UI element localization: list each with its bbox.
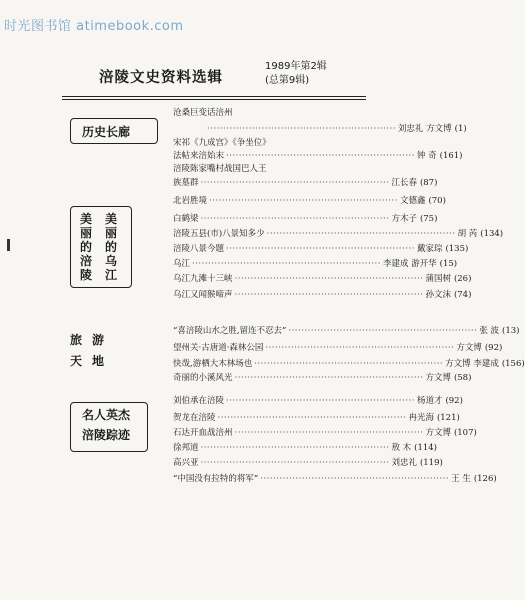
entry-author: 方文博 bbox=[425, 373, 451, 383]
entry-title: 法帖来涪始末 bbox=[173, 151, 225, 161]
toc-entry bbox=[173, 413, 460, 424]
entry-leader-dots: ··························································· bbox=[226, 244, 415, 254]
entry-title: 北岩胜境 bbox=[173, 196, 208, 206]
page-title: 涪陵文史资料选辑 bbox=[99, 70, 223, 86]
toc-entry bbox=[173, 428, 477, 439]
entry-author: 杨道才 bbox=[416, 396, 443, 406]
entry-title: 徐邦道 bbox=[173, 443, 199, 453]
entry-leader-dots: ··························································· bbox=[200, 214, 390, 224]
entry-title: 乌江九滩十三峡 bbox=[173, 274, 233, 284]
entry-author: 敖 木 bbox=[391, 443, 412, 453]
entry-author: 李建成 游开华 bbox=[382, 259, 437, 269]
toc-entry bbox=[173, 474, 497, 485]
entry-page: (13) bbox=[502, 326, 520, 336]
entry-title: “喜涪陵山水之胜,留连不忍去” bbox=[173, 326, 287, 336]
section-label-wujiang-col2: 美 丽 的 涪 陵 bbox=[79, 212, 92, 282]
entry-page: (161) bbox=[439, 151, 463, 161]
entry-page: (58) bbox=[453, 373, 472, 383]
entry-title: “中国没有拉特的将军” bbox=[173, 474, 259, 484]
entry-title: 涪陵陈家嘴村战国巴人王 bbox=[173, 164, 267, 174]
entry-author: 钟 奇 bbox=[416, 151, 437, 161]
section-label-history: 历史长廊 bbox=[82, 125, 131, 139]
section-label-travel-lv: 旅 bbox=[70, 333, 83, 347]
toc-entry bbox=[205, 124, 467, 135]
entry-page: (87) bbox=[419, 178, 438, 188]
entry-leader-dots: ··························································· bbox=[200, 443, 390, 453]
entry-title: 高兴亚 bbox=[173, 458, 199, 468]
header-rule-2 bbox=[62, 99, 366, 100]
entry-author: 冉光海 bbox=[408, 413, 434, 423]
toc-entry bbox=[173, 458, 443, 469]
issue-info bbox=[265, 60, 327, 88]
entry-author: 方文博 bbox=[425, 428, 451, 438]
issue-line-2: (总第9辑) bbox=[265, 75, 310, 86]
toc-entry bbox=[173, 178, 438, 189]
entry-title: 乌江 bbox=[173, 259, 191, 269]
entry-title: 贺龙在涪陵 bbox=[173, 413, 216, 423]
entry-title: 刘伯承在涪陵 bbox=[173, 396, 225, 406]
toc-entry bbox=[173, 214, 438, 225]
entry-leader-dots: ··························································· bbox=[265, 343, 455, 353]
entry-title: 乌江又闻猴啼声 bbox=[173, 290, 233, 300]
entry-page: (92) bbox=[484, 343, 503, 353]
toc-entry bbox=[173, 373, 472, 384]
entry-title: 涪陵五县(市)八景知多少 bbox=[173, 229, 265, 239]
entry-page: (156) bbox=[501, 359, 525, 369]
toc-entry bbox=[173, 396, 463, 407]
entry-page: (134) bbox=[480, 229, 504, 239]
entry-author: 方木子 bbox=[391, 214, 417, 224]
entry-page: (107) bbox=[453, 428, 477, 438]
entry-title: 族墓群 bbox=[173, 178, 199, 188]
entry-leader-dots: ··························································· bbox=[226, 396, 415, 406]
entry-author: 江长春 bbox=[391, 178, 417, 188]
entry-author: 方文博 李建成 bbox=[445, 359, 499, 369]
toc-entry bbox=[173, 244, 469, 255]
toc-entry bbox=[173, 443, 437, 454]
entry-title: 宋祁《九成宫》《争坐位》 bbox=[173, 138, 271, 148]
entry-page: (75) bbox=[419, 214, 438, 224]
section-label-travel-di: 地 bbox=[92, 354, 105, 368]
entry-author: 张 波 bbox=[479, 326, 500, 336]
toc-entry bbox=[173, 229, 504, 240]
entry-title: 白鹤梁 bbox=[173, 214, 199, 224]
entry-leader-dots: ··························································· bbox=[200, 178, 390, 188]
toc-entry bbox=[173, 164, 360, 175]
entry-author: 刘忠礼 bbox=[391, 458, 417, 468]
header-rule-1 bbox=[62, 96, 366, 97]
toc-entry bbox=[173, 151, 463, 162]
entry-author: 胡 芮 bbox=[457, 229, 478, 239]
toc-entry bbox=[173, 274, 472, 285]
entry-page: (126) bbox=[473, 474, 497, 484]
entry-leader-dots: ··························································· bbox=[288, 326, 478, 336]
entry-leader-dots: ··························································· bbox=[192, 259, 381, 269]
entry-author: 王 生 bbox=[451, 474, 471, 484]
entry-author: 孙文沫 bbox=[425, 290, 451, 300]
section-label-text bbox=[0, 0, 8, 1]
toc-entry bbox=[173, 290, 472, 301]
entry-leader-dots: ··························································· bbox=[234, 274, 424, 284]
entry-leader-dots: ··························································· bbox=[234, 290, 424, 300]
entry-author: 刘忠礼 方文博 bbox=[397, 124, 452, 134]
toc-entry bbox=[173, 343, 503, 354]
toc-entry bbox=[173, 326, 520, 337]
entry-leader-dots: ··························································· bbox=[260, 474, 450, 484]
entry-page: (74) bbox=[453, 290, 472, 300]
entry-author: 戴家琮 bbox=[416, 244, 443, 254]
entry-leader-dots: ··························································· bbox=[207, 124, 396, 134]
toc-entry bbox=[173, 108, 360, 119]
entry-page: (121) bbox=[436, 413, 460, 423]
section-label-famous-1: 名人英杰 bbox=[82, 408, 131, 422]
section-label-travel-you: 游 bbox=[92, 333, 105, 347]
entry-page: (135) bbox=[445, 244, 469, 254]
issue-line-1: 1989年第2辑 bbox=[265, 61, 327, 72]
entry-leader-dots: ··························································· bbox=[234, 428, 424, 438]
entry-leader-dots: ··························································· bbox=[226, 151, 415, 161]
entry-page: (114) bbox=[414, 443, 437, 453]
entry-title: 奇丽的小溪风光 bbox=[173, 373, 233, 383]
entry-page: (92) bbox=[445, 396, 463, 406]
binding-mark bbox=[7, 239, 10, 251]
entry-page: (15) bbox=[439, 259, 458, 269]
watermark: 时光图书馆 atimebook.com bbox=[4, 19, 184, 34]
entry-author: 方文博 bbox=[456, 343, 482, 353]
entry-leader-dots: ··························································· bbox=[217, 413, 407, 423]
entry-title: 快哉,游栖大木林场也 bbox=[173, 359, 253, 369]
entry-title: 涪陵八景今题 bbox=[173, 244, 225, 254]
entry-title: 沧桑巨变话涪州 bbox=[173, 108, 233, 118]
entry-leader-dots: ··························································· bbox=[209, 196, 398, 206]
entry-page: (1) bbox=[454, 124, 467, 134]
entry-author: 蒲国树 bbox=[425, 274, 451, 284]
toc-entry bbox=[173, 359, 525, 370]
toc-entry bbox=[173, 196, 446, 207]
entry-leader-dots: ··························································· bbox=[234, 373, 424, 383]
toc-entry bbox=[173, 138, 360, 149]
entry-leader-dots: ··························································· bbox=[266, 229, 456, 239]
section-label-famous-2: 涪陵踪迹 bbox=[82, 428, 131, 442]
entry-leader-dots: ··························································· bbox=[254, 359, 444, 369]
section-label-travel-tian: 天 bbox=[70, 354, 83, 368]
entry-page: (119) bbox=[419, 458, 443, 468]
section-label-wujiang-col1: 美 丽 的 乌 江 bbox=[104, 212, 117, 282]
entry-page: (26) bbox=[453, 274, 472, 284]
entry-page: (70) bbox=[428, 196, 446, 206]
entry-leader-dots: ··························································· bbox=[200, 458, 390, 468]
entry-author: 文德鑫 bbox=[399, 196, 426, 206]
entry-title: 石达开血战涪州 bbox=[173, 428, 233, 438]
entry-title: 望州关·古唐道·森林公园 bbox=[173, 343, 264, 353]
toc-entry bbox=[173, 259, 458, 270]
